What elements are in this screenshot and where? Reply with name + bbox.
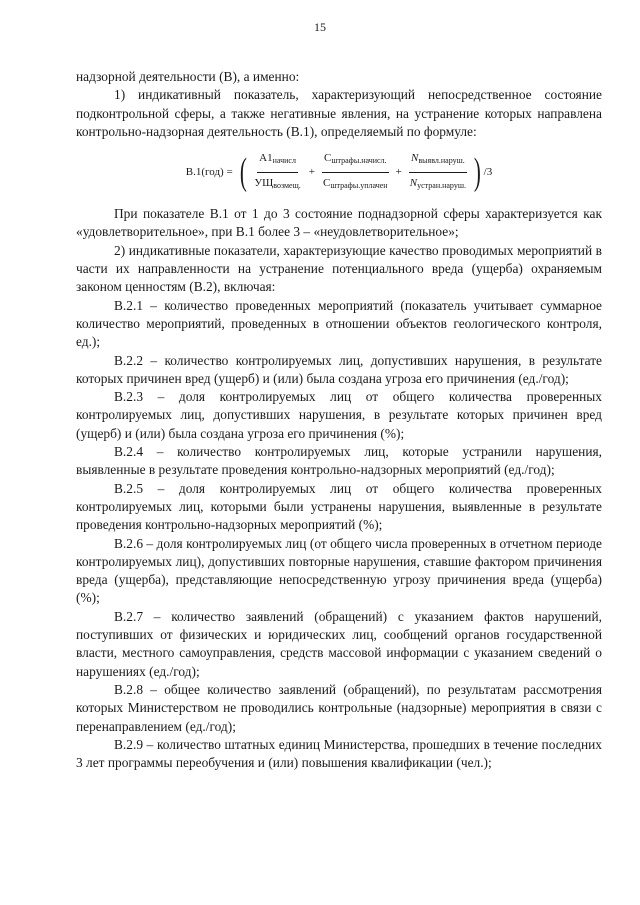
evaluation-paragraph: При показателе В.1 от 1 до 3 состояние поднадзорной сферы характеризуется как «удовлетворительное», при В.1 более 3 – «неудовлетворительное»; — [76, 206, 602, 240]
fraction-violations-denominator: $N_{устран.наруш.}$ — [409, 176, 466, 190]
plus-sign: + — [395, 166, 402, 179]
fraction-a1-numerator: $А1_{начисл}$ — [257, 149, 298, 172]
plus-sign: + — [308, 166, 315, 179]
fraction-fines-denominator: $С_{штрафы.уплачен}$ — [322, 176, 388, 190]
fraction-a1 — [252, 149, 302, 195]
indicator-b-2-9: В.2.9 – количество штатных единиц Министерства, прошедших в течение последних 3 лет программы переобучения и (или) повышения квалификации (чел.); — [76, 736, 602, 771]
page-number: 15 — [314, 20, 326, 34]
document-body — [76, 68, 602, 772]
indicator-b-2-5: В.2.5 – доля контролируемых лиц от общего количества проверенных контролируемых лиц, которыми были устранены нарушения, выявленные в результате проведения контрольно-надзорных мероприятий (%); — [76, 480, 602, 533]
item-2-paragraph: 2) индикативные показатели, характеризующие качество проводимых мероприятий в части их направленности на устранение потенциального вреда (ущерба) охраняемым законом ценностям (В.2), включая: — [76, 242, 602, 295]
formula-close-paren: ) — [473, 151, 481, 194]
formula-divisor: /3 — [483, 166, 493, 179]
fraction-a1-denominator: $УЩ_{возмещ.}$ — [254, 176, 301, 190]
formula-lhs: В.1(год) = — [185, 166, 233, 179]
indicator-b-2-1: В.2.1 – количество проведенных мероприятий (показатель учитывает суммарное количество мероприятий, проведенных в отношении объектов геологического контроля, ед.); — [76, 297, 602, 350]
fraction-fines-numerator: $С_{штрафы.начисл.}$ — [322, 149, 389, 172]
indicator-b-2-3: В.2.3 – доля контролируемых лиц от общего количества проверенных контролируемых лиц, допустивших нарушения, в результате которых причинен вред (ущерб) и (или) была создана угроза его причинения (%); — [76, 389, 602, 441]
indicator-b-2-6: В.2.6 – доля контролируемых лиц (от общего числа проверенных в отчетном периоде контролируемых лиц), допустивших повторные нарушения, ставшие фактором причинения вреда (ущерба), представляющие непосредственную угрозу причинения вреда (ущерба) (%); — [76, 535, 602, 606]
fraction-violations-numerator: $N_{выявл.наруш.}$ — [409, 149, 467, 172]
indicator-b-2-8: В.2.8 – общее количество заявлений (обращений), по результатам рассмотрения которых Министерством не проводились контрольные (надзорные) мероприятия в связи с перенаправлением (ед./год); — [76, 681, 602, 734]
formula-open-paren: ( — [239, 151, 247, 194]
intro-paragraph: надзорной деятельности (В), а именно: — [76, 69, 300, 84]
fraction-violations — [408, 149, 468, 195]
indicator-b-2-4: В.2.4 – количество контролируемых лиц, которые устранили нарушения, выявленные в результате проведения контрольно-надзорных мероприятий (ед./год); — [76, 444, 602, 478]
item-1-paragraph: 1) индикативный показатель, характеризующий непосредственное состояние подконтрольной сферы, а также негативные явления, на устранение которых направлена контрольно-надзорная деятельность (В.1), определяемый по формуле: — [76, 87, 602, 139]
formula-v1 — [76, 143, 602, 201]
indicator-b-2-7: В.2.7 – количество заявлений (обращений) с указанием фактов нарушений, поступивших от физических и юридических лиц, сообщений органов государственной власти, местного самоуправления, средств массовой информации с указанием сведений о нарушениях (ед./год); — [76, 608, 602, 679]
fraction-fines — [321, 149, 390, 195]
indicator-b-2-2: В.2.2 – количество контролируемых лиц, допустивших нарушения, в результате которых причинен вред (ущерб) и (или) была создана угроза его причинения (ед./год); — [76, 352, 602, 386]
